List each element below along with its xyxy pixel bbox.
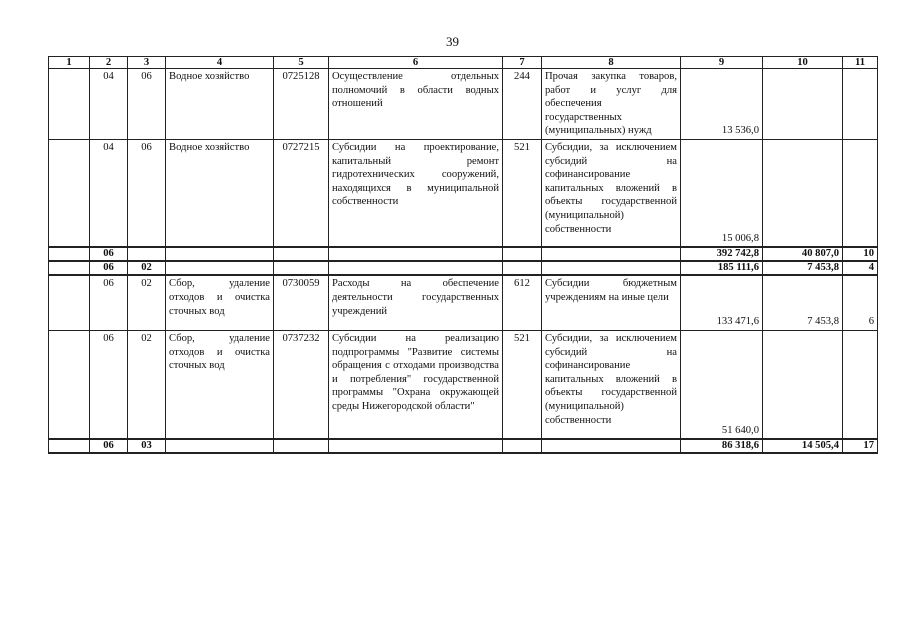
cell-subsection: 06 bbox=[128, 139, 166, 247]
cell-section: 06 bbox=[90, 275, 128, 330]
total-amount: 392 742,8 bbox=[681, 247, 763, 261]
cell-section: 06 bbox=[90, 330, 128, 439]
cell-code: 0725128 bbox=[274, 69, 329, 140]
total-section: 06 bbox=[90, 439, 128, 453]
cell-amount: 133 471,6 bbox=[681, 275, 763, 330]
cell-code: 0727215 bbox=[274, 139, 329, 247]
column-header: 11 bbox=[843, 57, 878, 69]
column-header: 10 bbox=[763, 57, 843, 69]
cell bbox=[503, 247, 542, 261]
cell-code: 0730059 bbox=[274, 275, 329, 330]
total-section: 06 bbox=[90, 261, 128, 275]
cell bbox=[166, 439, 274, 453]
cell bbox=[542, 439, 681, 453]
cell-description: Осуществление отдельных полномочий в области водных отношений bbox=[329, 69, 503, 140]
cell-name: Водное хозяйство bbox=[166, 139, 274, 247]
column-header: 8 bbox=[542, 57, 681, 69]
column-header: 6 bbox=[329, 57, 503, 69]
cell bbox=[274, 247, 329, 261]
total-subsection: 03 bbox=[128, 439, 166, 453]
cell-type-name: Субсидии бюджетным учреждениям на иные цели bbox=[542, 275, 681, 330]
cell-count bbox=[843, 330, 878, 439]
cell bbox=[166, 247, 274, 261]
cell-name: Водное хозяйство bbox=[166, 69, 274, 140]
total-row bbox=[49, 439, 878, 453]
cell-amount bbox=[763, 139, 843, 247]
cell-name: Сбор, удаление отходов и очистка сточных вод bbox=[166, 330, 274, 439]
column-header: 9 bbox=[681, 57, 763, 69]
cell-type-name: Прочая закупка товаров, работ и услуг для обеспечения государственных (муниципальных) нужд bbox=[542, 69, 681, 140]
total-amount: 86 318,6 bbox=[681, 439, 763, 453]
cell bbox=[542, 261, 681, 275]
cell bbox=[49, 261, 90, 275]
total-row bbox=[49, 261, 878, 275]
cell bbox=[503, 439, 542, 453]
column-header: 5 bbox=[274, 57, 329, 69]
cell-subsection: 02 bbox=[128, 330, 166, 439]
cell bbox=[49, 69, 90, 140]
cell-description: Субсидии на реализацию подпрограммы "Развитие системы обращения с отходами производства и потребления" государственной программы "Охрана окружающей среды Нижегородской области" bbox=[329, 330, 503, 439]
cell-count bbox=[843, 139, 878, 247]
cell bbox=[329, 261, 503, 275]
cell-count bbox=[843, 69, 878, 140]
cell bbox=[542, 247, 681, 261]
cell-section: 04 bbox=[90, 69, 128, 140]
cell-type-code: 521 bbox=[503, 139, 542, 247]
cell bbox=[503, 261, 542, 275]
page-number: 39 bbox=[446, 34, 459, 49]
cell-description: Расходы на обеспечение деятельности государственных учреждений bbox=[329, 275, 503, 330]
column-header: 7 bbox=[503, 57, 542, 69]
header-row bbox=[49, 57, 878, 69]
cell-section: 04 bbox=[90, 139, 128, 247]
cell-type-name: Субсидии, за исключением субсидий на софинансирование капитальных вложений в объекты государственной (муниципальной) собственности bbox=[542, 330, 681, 439]
total-amount: 185 111,6 bbox=[681, 261, 763, 275]
total-amount: 14 505,4 bbox=[763, 439, 843, 453]
cell-count: 6 bbox=[843, 275, 878, 330]
column-header: 1 bbox=[49, 57, 90, 69]
cell-code: 0737232 bbox=[274, 330, 329, 439]
cell-subsection: 06 bbox=[128, 69, 166, 140]
cell bbox=[49, 330, 90, 439]
cell bbox=[49, 275, 90, 330]
cell-type-code: 244 bbox=[503, 69, 542, 140]
total-subsection: 02 bbox=[128, 261, 166, 275]
total-section: 06 bbox=[90, 247, 128, 261]
total-count: 17 bbox=[843, 439, 878, 453]
total-count: 4 bbox=[843, 261, 878, 275]
column-header: 2 bbox=[90, 57, 128, 69]
cell bbox=[49, 139, 90, 247]
table-row bbox=[49, 330, 878, 439]
column-header: 4 bbox=[166, 57, 274, 69]
budget-table bbox=[48, 56, 878, 454]
cell-type-name: Субсидии, за исключением субсидий на софинансирование капитальных вложений в объекты государственной (муниципальной) собственности bbox=[542, 139, 681, 247]
table-row bbox=[49, 69, 878, 140]
cell-amount bbox=[763, 69, 843, 140]
cell-amount: 15 006,8 bbox=[681, 139, 763, 247]
cell-name: Сбор, удаление отходов и очистка сточных вод bbox=[166, 275, 274, 330]
total-subsection bbox=[128, 247, 166, 261]
table-row bbox=[49, 139, 878, 247]
cell-description: Субсидии на проектирование, капитальный ремонт гидротехнических сооружений, находящихся в муниципальной собственности bbox=[329, 139, 503, 247]
total-amount: 40 807,0 bbox=[763, 247, 843, 261]
total-count: 10 bbox=[843, 247, 878, 261]
cell-amount: 51 640,0 bbox=[681, 330, 763, 439]
cell-amount: 7 453,8 bbox=[763, 275, 843, 330]
cell bbox=[329, 247, 503, 261]
cell-type-code: 612 bbox=[503, 275, 542, 330]
cell-amount: 13 536,0 bbox=[681, 69, 763, 140]
column-header: 3 bbox=[128, 57, 166, 69]
cell bbox=[329, 439, 503, 453]
total-row bbox=[49, 247, 878, 261]
cell bbox=[274, 439, 329, 453]
cell-subsection: 02 bbox=[128, 275, 166, 330]
cell-type-code: 521 bbox=[503, 330, 542, 439]
cell-amount bbox=[763, 330, 843, 439]
table-row bbox=[49, 275, 878, 330]
cell bbox=[274, 261, 329, 275]
total-amount: 7 453,8 bbox=[763, 261, 843, 275]
cell bbox=[49, 439, 90, 453]
cell bbox=[166, 261, 274, 275]
cell bbox=[49, 247, 90, 261]
